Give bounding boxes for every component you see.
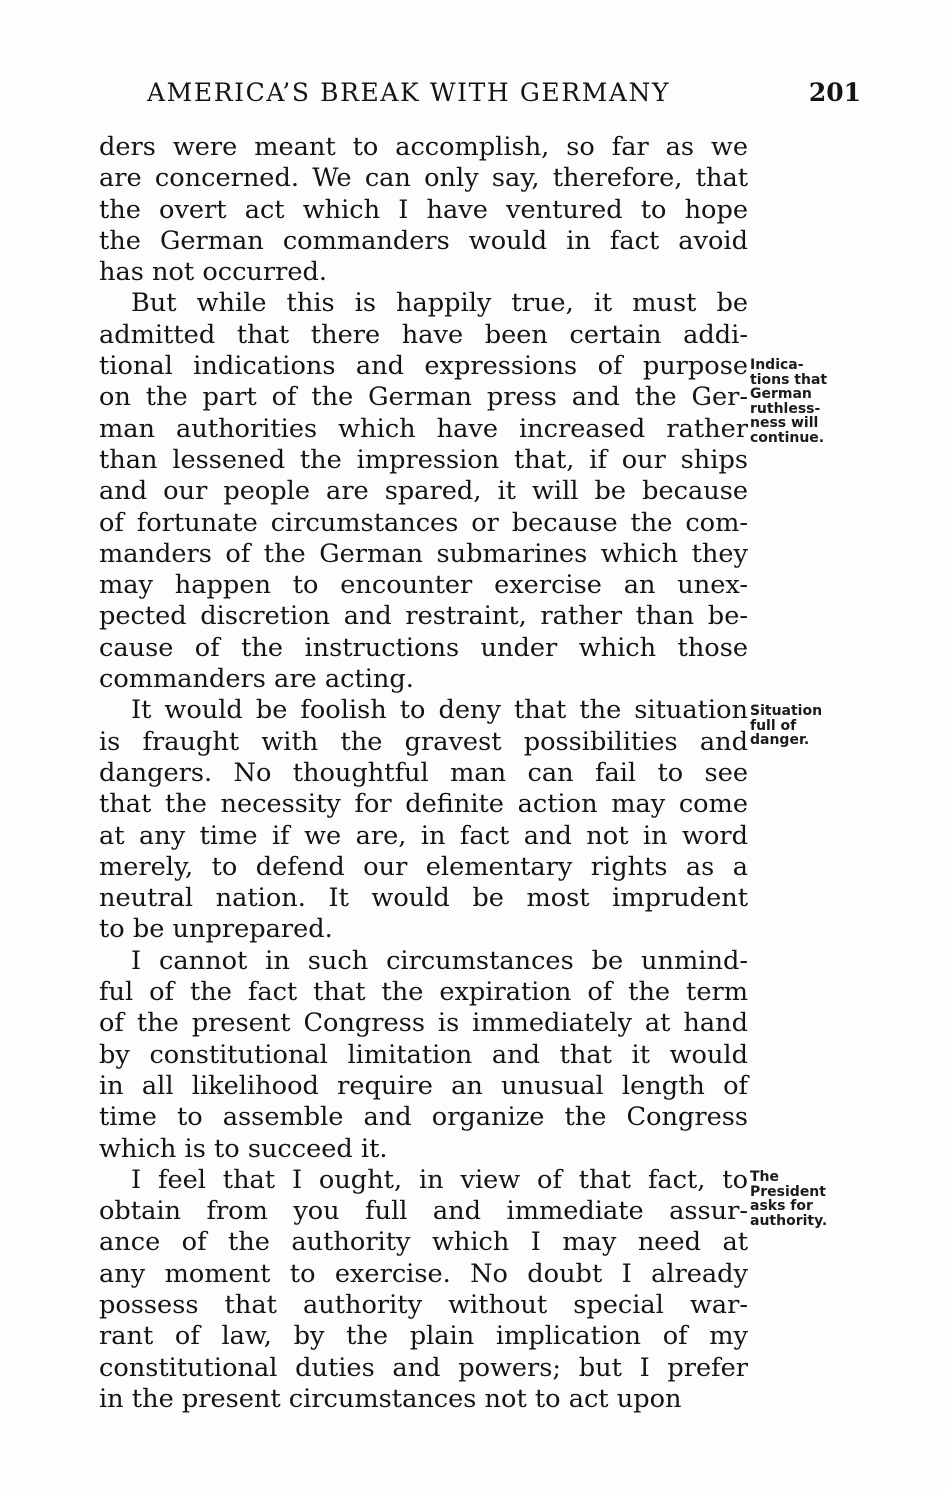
text-line: by constitutional limitation and that it would: [99, 1039, 748, 1070]
text-line: ful of the fact that the expiration of the term: [99, 977, 748, 1008]
text-line: on the part of the German press and the Ger-: [99, 382, 748, 413]
text-line: But while this is happily true, it must be: [131, 288, 748, 319]
text-line: merely, to defend our elementary rights as a: [99, 851, 748, 882]
text-line: may happen to encounter exercise an unex-: [99, 570, 748, 601]
text-line: possess that authority without special war-: [99, 1289, 748, 1320]
text-line: manders of the German submarines which they: [99, 538, 748, 569]
text-line: It would be foolish to deny that the situation: [131, 695, 748, 726]
text-line: I feel that I ought, in view of that fact, to: [131, 1164, 748, 1195]
text-line: in the present circumstances not to act upon: [99, 1383, 682, 1414]
margin-note-line: full of: [750, 717, 797, 734]
text-line: admitted that there have been certain addi-: [99, 319, 748, 350]
running-title: AMERICA’S BREAK WITH GERMANY: [147, 78, 671, 107]
text-line: at any time if we are, in fact and not in word: [99, 820, 748, 851]
margin-note-line: asks for: [750, 1198, 813, 1214]
text-line: constitutional duties and powers; but I prefer: [99, 1352, 748, 1383]
paragraph: [99, 288, 748, 695]
paragraph: [99, 132, 748, 288]
text-line: to be unprepared.: [99, 914, 333, 945]
text-line: cause of the instructions under which those: [99, 632, 748, 663]
text-line: neutral nation. It would be most imprudent: [99, 883, 748, 914]
margin-note-line: danger.: [750, 732, 810, 748]
text-line: are concerned. We can only say, therefore, that: [99, 163, 748, 194]
text-line: commanders are acting.: [99, 664, 414, 695]
text-line: than lessened the impression that, if our ships: [99, 444, 748, 475]
text-line: in all likelihood require an unusual length of: [99, 1070, 748, 1101]
text-line: time to assemble and organize the Congress: [99, 1102, 748, 1133]
text-line: obtain from you full and immediate assur-: [99, 1196, 748, 1227]
text-line: any moment to exercise. No doubt I already: [99, 1258, 748, 1289]
margin-note-indications: [750, 358, 860, 445]
text-line: dangers. No thoughtful man can fail to see: [99, 757, 748, 788]
margin-note-line: tions that: [750, 371, 828, 388]
text-line: is fraught with the gravest possibilities and: [99, 726, 748, 757]
text-line: that the necessity for definite action may come: [99, 789, 748, 820]
text-line: of the present Congress is immediately at hand: [99, 1008, 748, 1039]
running-header: [147, 78, 861, 118]
margin-note-line: continue.: [750, 429, 825, 446]
text-line: rant of law, by the plain implication of my: [99, 1321, 748, 1352]
body-text: [99, 132, 748, 1415]
text-line: tional indications and expressions of purpose: [99, 351, 748, 382]
text-line: and our people are spared, it will be because: [99, 476, 748, 507]
text-line: man authorities which have increased rather: [99, 413, 748, 444]
paragraph: [99, 695, 748, 945]
text-line: ance of the authority which I may need at: [99, 1227, 748, 1258]
text-line: has not occurred.: [99, 257, 328, 288]
margin-note-line: Situation: [750, 703, 823, 719]
text-line: I cannot in such circumstances be unmind-: [131, 945, 748, 976]
text-line: the overt act which I have ventured to hope: [99, 194, 748, 225]
margin-note-president: [750, 1170, 860, 1228]
margin-note-line: President: [750, 1183, 826, 1200]
text-line: ders were meant to accomplish, so far as we: [99, 132, 748, 162]
margin-note-line: authority.: [750, 1212, 828, 1229]
margin-note-line: ruthless-: [750, 400, 821, 417]
text-line: of fortunate circumstances or because the com-: [99, 507, 748, 538]
margin-note-line: The: [750, 1169, 780, 1185]
margin-note-line: ness will: [750, 415, 819, 431]
paragraph: [99, 946, 748, 1165]
text-line: pected discretion and restraint, rather than be-: [99, 601, 748, 632]
text-line: the German commanders would in fact avoid: [99, 225, 748, 256]
margin-note-line: Indica-: [750, 357, 804, 373]
text-line: which is to succeed it.: [99, 1133, 388, 1164]
margin-note-situation: [750, 704, 860, 748]
paragraph: [99, 1165, 748, 1415]
page-number: 201: [808, 78, 861, 107]
margin-note-line: German: [750, 386, 812, 402]
